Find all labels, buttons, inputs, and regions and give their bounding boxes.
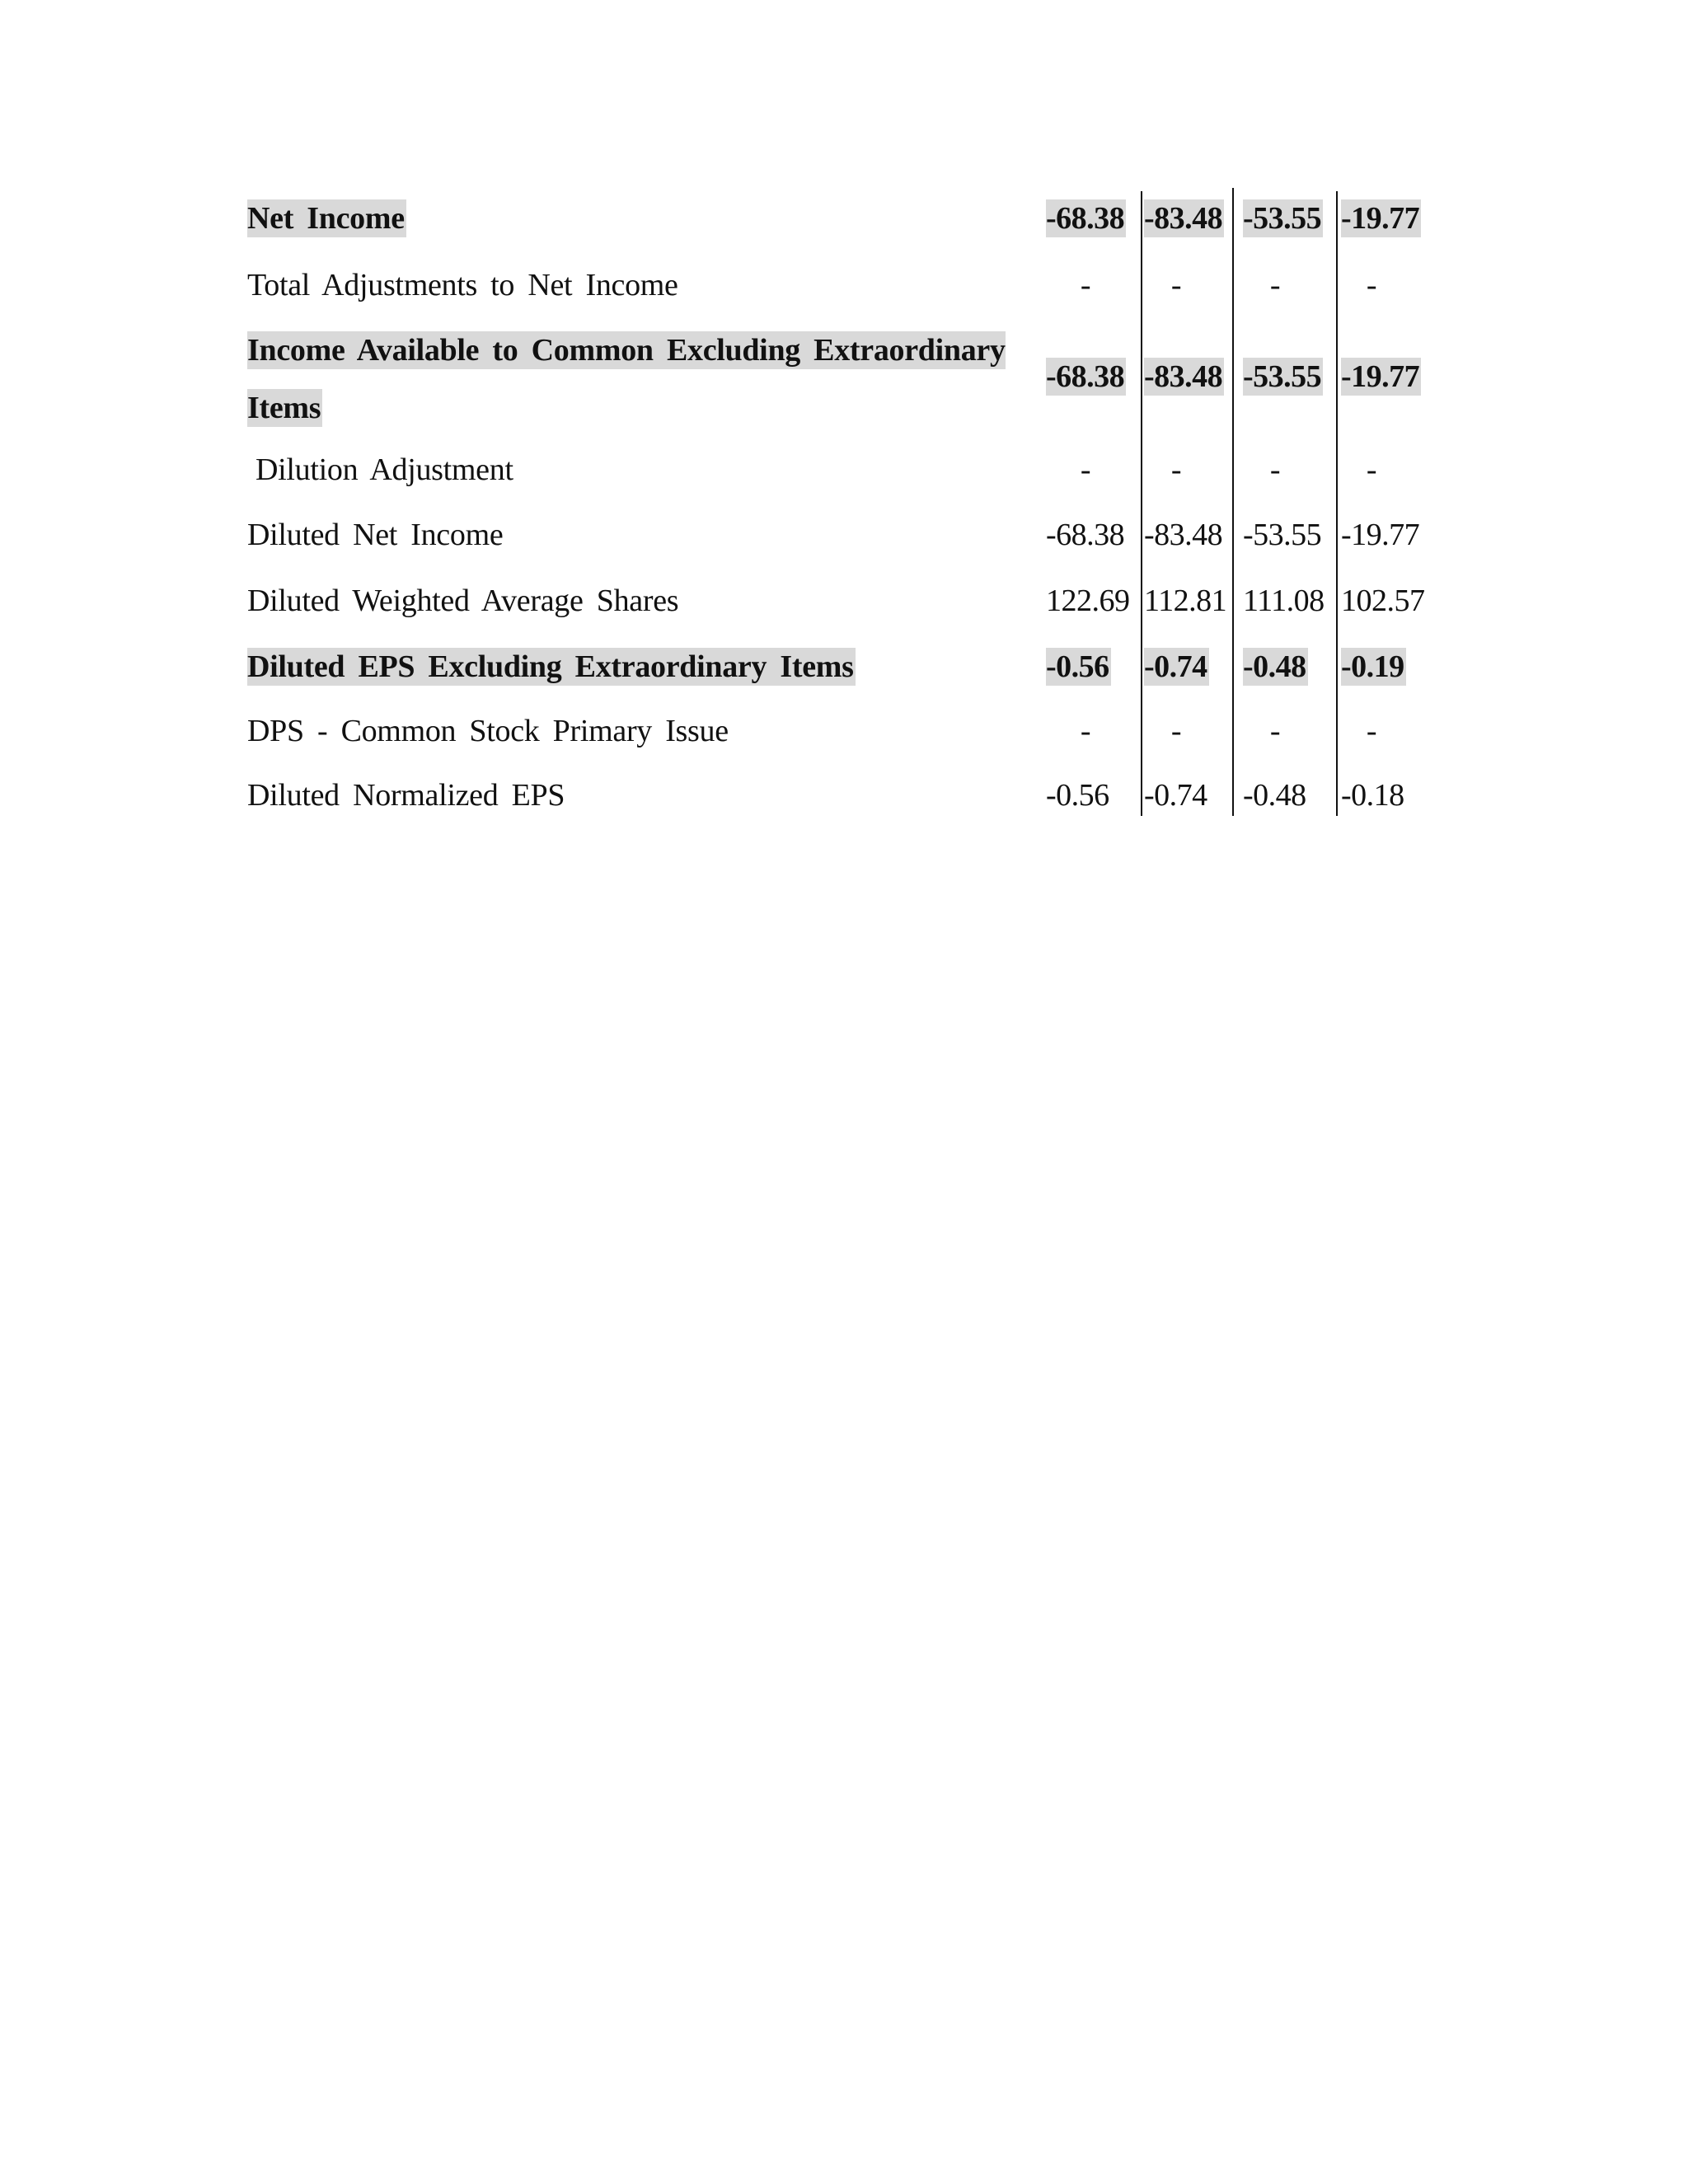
row-label: Diluted Weighted Average Shares <box>247 583 679 618</box>
table-cell <box>1243 199 1340 238</box>
row-label: Diluted Net Income <box>247 518 504 552</box>
table-cell: - <box>1170 452 1182 487</box>
cell-value: -19.77 <box>1341 201 1420 236</box>
cell-value: -53.55 <box>1243 201 1322 236</box>
row-label: DPS - Common Stock Primary Issue <box>247 714 729 748</box>
cell-value: -53.55 <box>1243 359 1322 394</box>
cell-value: -0.48 <box>1243 649 1306 684</box>
table-cell: 111.08 <box>1243 583 1325 618</box>
cell-value: -68.38 <box>1046 201 1125 236</box>
table-cell <box>1046 199 1143 238</box>
table-cell: - <box>1366 268 1377 302</box>
table-cell <box>1341 357 1438 396</box>
table-cell: - <box>1269 452 1281 487</box>
row-label: Diluted Normalized EPS <box>247 778 565 813</box>
row-label-text: Net Income <box>247 201 405 236</box>
table-cell: -0.18 <box>1341 778 1404 813</box>
cell-value: -83.48 <box>1144 359 1223 394</box>
table-cell <box>1341 199 1438 238</box>
table-cell: -0.56 <box>1046 778 1109 813</box>
table-cell: - <box>1366 714 1377 748</box>
table-cell: 112.81 <box>1144 583 1227 618</box>
row-label <box>247 321 1022 437</box>
table-cell: -68.38 <box>1046 518 1125 552</box>
table-cell: -53.55 <box>1243 518 1322 552</box>
table-cell <box>1046 357 1143 396</box>
table-cell: - <box>1170 268 1182 302</box>
table-cell: -19.77 <box>1341 518 1420 552</box>
row-label: Total Adjustments to Net Income <box>247 268 678 302</box>
table-cell <box>1144 357 1241 396</box>
table-cell: - <box>1366 452 1377 487</box>
row-label-text: Diluted EPS Excluding Extraordinary Items <box>247 649 854 684</box>
table-cell: - <box>1080 268 1091 302</box>
table-cell <box>1243 647 1340 687</box>
table-cell: - <box>1080 452 1091 487</box>
row-label: Dilution Adjustment <box>256 452 513 487</box>
table-cell <box>1144 647 1241 687</box>
cell-value: -0.74 <box>1144 649 1207 684</box>
table-cell: - <box>1269 714 1281 748</box>
cell-value: -0.19 <box>1341 649 1404 684</box>
table-cell: - <box>1269 268 1281 302</box>
table-cell: 102.57 <box>1341 583 1425 618</box>
cell-value: -19.77 <box>1341 359 1420 394</box>
table-cell <box>1243 357 1340 396</box>
table-cell: 122.69 <box>1046 583 1130 618</box>
table-cell: -0.48 <box>1243 778 1306 813</box>
table-cell <box>1144 199 1241 238</box>
table-cell <box>1046 647 1143 687</box>
row-label <box>247 647 856 687</box>
table-cell: - <box>1080 714 1091 748</box>
cell-value: -0.56 <box>1046 649 1109 684</box>
table-cell: - <box>1170 714 1182 748</box>
cell-value: -68.38 <box>1046 359 1125 394</box>
row-label-text: Income Available to Common Excluding Extraordinary Items <box>247 333 1006 425</box>
table-cell: -0.74 <box>1144 778 1207 813</box>
financial-table <box>0 0 1688 832</box>
row-label <box>247 199 406 238</box>
cell-value: -83.48 <box>1144 201 1223 236</box>
table-cell <box>1341 647 1438 687</box>
table-cell: -83.48 <box>1144 518 1223 552</box>
